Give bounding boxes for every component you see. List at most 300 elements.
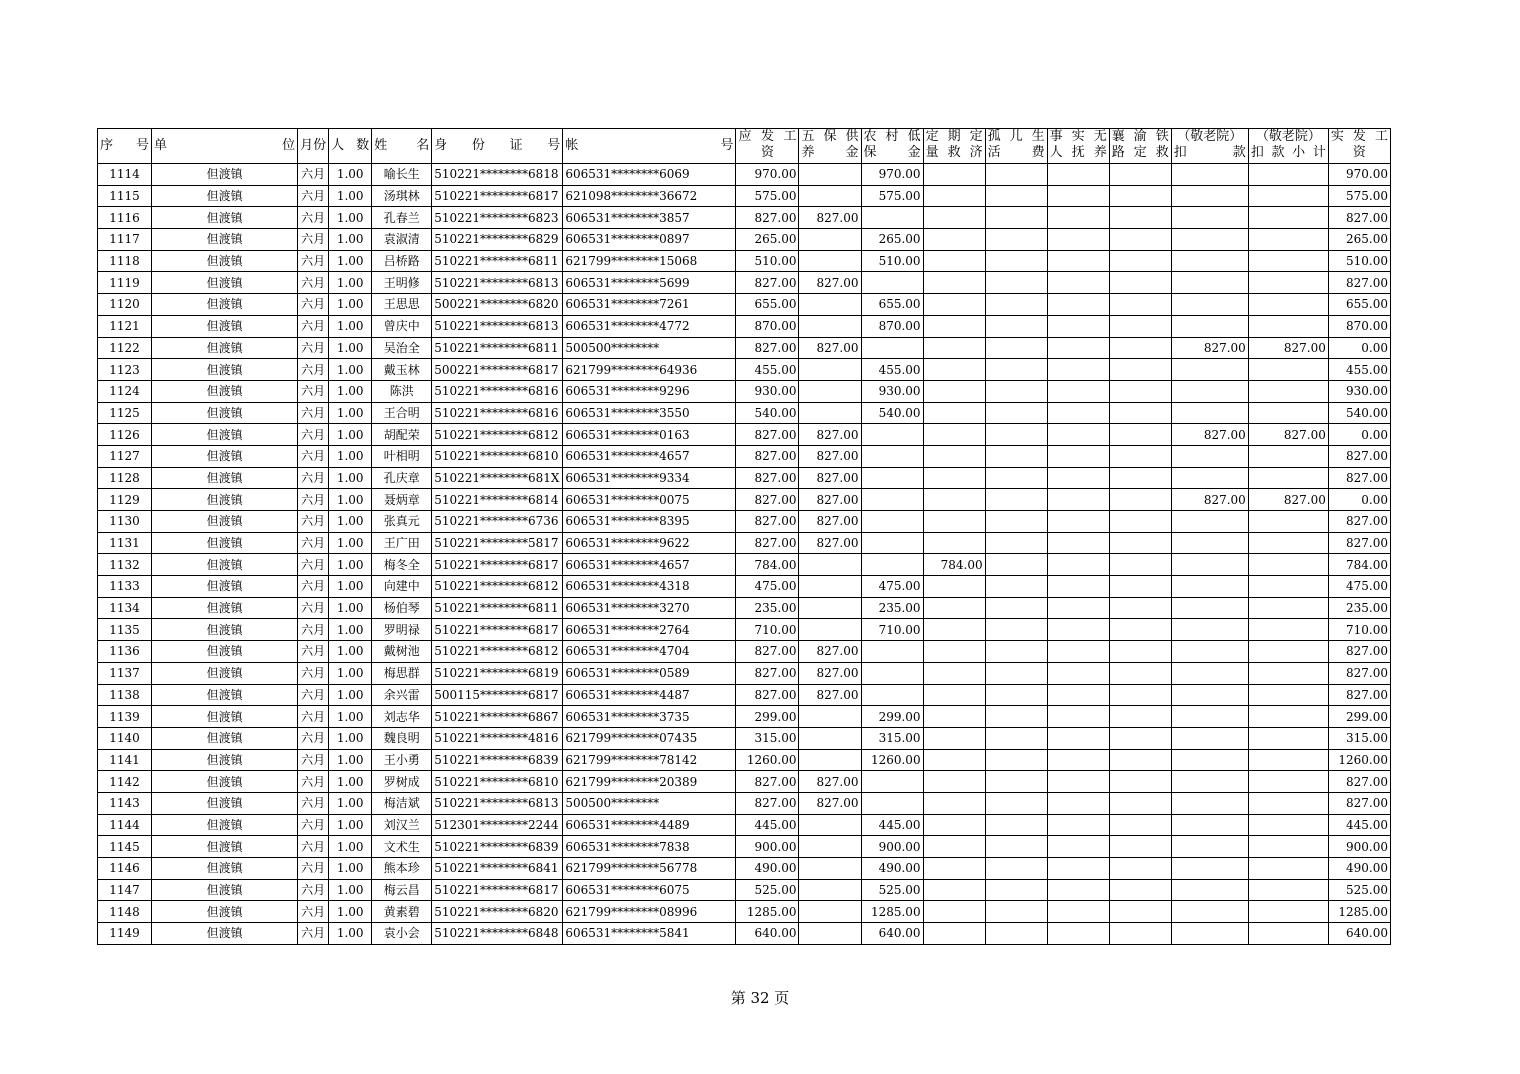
table-row	[98, 337, 1391, 359]
cell-xiangyu	[1109, 554, 1171, 576]
cell-count: 1.00	[329, 749, 372, 771]
cell-xiangyu	[1109, 402, 1171, 424]
cell-dibao	[861, 554, 923, 576]
cell-payable: 455.00	[736, 359, 799, 381]
cell-seq: 1117	[98, 229, 152, 251]
cell-unit: 但渡镇	[152, 619, 298, 641]
cell-dibao	[861, 511, 923, 533]
cell-seq: 1119	[98, 272, 152, 294]
cell-id: 510221********6813	[432, 792, 563, 814]
cell-jly-subtotal	[1248, 185, 1328, 207]
header-actual: 实发工 资	[1328, 129, 1390, 164]
cell-month: 六月	[298, 858, 329, 880]
table-row	[98, 185, 1391, 207]
cell-guer	[985, 597, 1047, 619]
cell-wubao	[799, 164, 861, 186]
cell-id: 510221********4816	[432, 727, 563, 749]
cell-jly-subtotal	[1248, 706, 1328, 728]
cell-jly-deduct	[1171, 619, 1248, 641]
cell-jly-subtotal	[1248, 164, 1328, 186]
cell-dibao: 575.00	[861, 185, 923, 207]
cell-shishi	[1047, 749, 1109, 771]
cell-seq: 1128	[98, 467, 152, 489]
cell-jly-subtotal	[1248, 380, 1328, 402]
cell-id: 510221********6816	[432, 402, 563, 424]
cell-id: 510221********6817	[432, 554, 563, 576]
cell-account: 606531********4657	[563, 554, 736, 576]
cell-xiangyu	[1109, 511, 1171, 533]
cell-seq: 1129	[98, 489, 152, 511]
cell-month: 六月	[298, 185, 329, 207]
cell-account: 606531********5699	[563, 272, 736, 294]
cell-count: 1.00	[329, 727, 372, 749]
cell-count: 1.00	[329, 380, 372, 402]
cell-month: 六月	[298, 380, 329, 402]
cell-count: 1.00	[329, 901, 372, 923]
cell-xiangyu	[1109, 164, 1171, 186]
cell-seq: 1120	[98, 294, 152, 316]
header-guer: 孤儿生 活费	[985, 129, 1047, 164]
cell-dingliang	[923, 662, 985, 684]
table-row	[98, 445, 1391, 467]
cell-seq: 1121	[98, 315, 152, 337]
cell-jly-subtotal	[1248, 641, 1328, 663]
cell-month: 六月	[298, 706, 329, 728]
cell-dingliang	[923, 901, 985, 923]
cell-xiangyu	[1109, 901, 1171, 923]
cell-unit: 但渡镇	[152, 250, 298, 272]
cell-shishi	[1047, 467, 1109, 489]
cell-jly-subtotal	[1248, 879, 1328, 901]
cell-shishi	[1047, 185, 1109, 207]
cell-payable: 827.00	[736, 511, 799, 533]
cell-month: 六月	[298, 164, 329, 186]
cell-dingliang	[923, 294, 985, 316]
cell-unit: 但渡镇	[152, 771, 298, 793]
cell-account: 606531********4489	[563, 814, 736, 836]
cell-jly-subtotal	[1248, 294, 1328, 316]
cell-name: 聂炳章	[372, 489, 432, 511]
cell-payable: 315.00	[736, 727, 799, 749]
cell-dibao	[861, 532, 923, 554]
table-row	[98, 489, 1391, 511]
cell-payable: 930.00	[736, 380, 799, 402]
cell-actual: 0.00	[1328, 424, 1390, 446]
cell-name: 王明修	[372, 272, 432, 294]
cell-guer	[985, 272, 1047, 294]
cell-dibao	[861, 684, 923, 706]
cell-jly-deduct: 827.00	[1171, 424, 1248, 446]
cell-actual: 640.00	[1328, 923, 1390, 945]
cell-actual: 475.00	[1328, 576, 1390, 598]
cell-xiangyu	[1109, 836, 1171, 858]
cell-month: 六月	[298, 554, 329, 576]
cell-account: 606531********3270	[563, 597, 736, 619]
cell-payable: 827.00	[736, 445, 799, 467]
cell-unit: 但渡镇	[152, 511, 298, 533]
cell-xiangyu	[1109, 814, 1171, 836]
table-row	[98, 229, 1391, 251]
cell-guer	[985, 901, 1047, 923]
cell-dingliang	[923, 814, 985, 836]
cell-name: 文术生	[372, 836, 432, 858]
cell-dibao	[861, 207, 923, 229]
cell-unit: 但渡镇	[152, 597, 298, 619]
cell-unit: 但渡镇	[152, 814, 298, 836]
cell-seq: 1142	[98, 771, 152, 793]
cell-wubao	[799, 402, 861, 424]
cell-seq: 1122	[98, 337, 152, 359]
cell-jly-subtotal	[1248, 597, 1328, 619]
cell-actual: 655.00	[1328, 294, 1390, 316]
cell-unit: 但渡镇	[152, 749, 298, 771]
cell-actual: 970.00	[1328, 164, 1390, 186]
cell-unit: 但渡镇	[152, 662, 298, 684]
cell-dingliang	[923, 359, 985, 381]
cell-shishi	[1047, 445, 1109, 467]
cell-name: 王小勇	[372, 749, 432, 771]
cell-id: 510221********6867	[432, 706, 563, 728]
cell-jly-subtotal	[1248, 792, 1328, 814]
table-row	[98, 250, 1391, 272]
cell-dibao: 235.00	[861, 597, 923, 619]
table-row	[98, 771, 1391, 793]
cell-unit: 但渡镇	[152, 424, 298, 446]
table-row	[98, 532, 1391, 554]
cell-month: 六月	[298, 619, 329, 641]
cell-xiangyu	[1109, 207, 1171, 229]
cell-guer	[985, 749, 1047, 771]
cell-wubao: 827.00	[799, 792, 861, 814]
cell-wubao: 827.00	[799, 467, 861, 489]
cell-jly-deduct	[1171, 164, 1248, 186]
cell-month: 六月	[298, 445, 329, 467]
cell-unit: 但渡镇	[152, 727, 298, 749]
cell-payable: 540.00	[736, 402, 799, 424]
cell-jly-deduct	[1171, 511, 1248, 533]
cell-xiangyu	[1109, 532, 1171, 554]
cell-dibao: 870.00	[861, 315, 923, 337]
cell-id: 510221********6811	[432, 250, 563, 272]
cell-account: 621799********15068	[563, 250, 736, 272]
cell-account: 606531********6075	[563, 879, 736, 901]
cell-dingliang	[923, 467, 985, 489]
cell-id: 510221********6816	[432, 380, 563, 402]
cell-id: 510221********5817	[432, 532, 563, 554]
cell-payable: 510.00	[736, 250, 799, 272]
cell-seq: 1143	[98, 792, 152, 814]
cell-xiangyu	[1109, 185, 1171, 207]
cell-wubao	[799, 836, 861, 858]
cell-wubao: 827.00	[799, 684, 861, 706]
cell-payable: 870.00	[736, 315, 799, 337]
cell-jly-subtotal	[1248, 576, 1328, 598]
cell-wubao	[799, 294, 861, 316]
page-footer: 第 32 页	[730, 989, 790, 1007]
cell-dibao: 265.00	[861, 229, 923, 251]
cell-jly-subtotal	[1248, 901, 1328, 923]
cell-jly-deduct	[1171, 814, 1248, 836]
cell-count: 1.00	[329, 771, 372, 793]
cell-jly-subtotal	[1248, 250, 1328, 272]
header-xiangyu: 襄渝铁 路定救	[1109, 129, 1171, 164]
cell-name: 戴玉林	[372, 359, 432, 381]
cell-payable: 265.00	[736, 229, 799, 251]
cell-dingliang	[923, 445, 985, 467]
cell-id: 510221********6839	[432, 836, 563, 858]
cell-id: 510221********6817	[432, 185, 563, 207]
cell-xiangyu	[1109, 662, 1171, 684]
cell-seq: 1123	[98, 359, 152, 381]
cell-count: 1.00	[329, 315, 372, 337]
cell-month: 六月	[298, 684, 329, 706]
cell-wubao	[799, 597, 861, 619]
cell-count: 1.00	[329, 185, 372, 207]
cell-guer	[985, 164, 1047, 186]
cell-wubao	[799, 576, 861, 598]
cell-count: 1.00	[329, 814, 372, 836]
cell-month: 六月	[298, 792, 329, 814]
cell-month: 六月	[298, 315, 329, 337]
cell-jly-subtotal	[1248, 511, 1328, 533]
cell-id: 510221********6841	[432, 858, 563, 880]
table-row	[98, 315, 1391, 337]
cell-dibao	[861, 662, 923, 684]
cell-seq: 1115	[98, 185, 152, 207]
cell-shishi	[1047, 814, 1109, 836]
cell-wubao: 827.00	[799, 445, 861, 467]
cell-unit: 但渡镇	[152, 858, 298, 880]
cell-month: 六月	[298, 814, 329, 836]
cell-shishi	[1047, 901, 1109, 923]
cell-payable: 525.00	[736, 879, 799, 901]
cell-account: 606531********3550	[563, 402, 736, 424]
cell-actual: 827.00	[1328, 684, 1390, 706]
cell-name: 袁小会	[372, 923, 432, 945]
cell-xiangyu	[1109, 858, 1171, 880]
cell-unit: 但渡镇	[152, 294, 298, 316]
cell-unit: 但渡镇	[152, 641, 298, 663]
cell-unit: 但渡镇	[152, 489, 298, 511]
cell-id: 510221********6829	[432, 229, 563, 251]
cell-name: 吴治全	[372, 337, 432, 359]
cell-xiangyu	[1109, 597, 1171, 619]
cell-unit: 但渡镇	[152, 576, 298, 598]
cell-count: 1.00	[329, 424, 372, 446]
cell-jly-subtotal	[1248, 619, 1328, 641]
cell-month: 六月	[298, 489, 329, 511]
cell-unit: 但渡镇	[152, 359, 298, 381]
cell-jly-subtotal	[1248, 402, 1328, 424]
cell-jly-deduct: 827.00	[1171, 489, 1248, 511]
cell-payable: 827.00	[736, 792, 799, 814]
cell-name: 刘汉兰	[372, 814, 432, 836]
cell-month: 六月	[298, 879, 329, 901]
cell-xiangyu	[1109, 879, 1171, 901]
cell-shishi	[1047, 294, 1109, 316]
cell-seq: 1131	[98, 532, 152, 554]
table-row	[98, 576, 1391, 598]
cell-guer	[985, 315, 1047, 337]
cell-payable: 1260.00	[736, 749, 799, 771]
cell-payable: 827.00	[736, 771, 799, 793]
cell-xiangyu	[1109, 445, 1171, 467]
cell-shishi	[1047, 576, 1109, 598]
cell-seq: 1124	[98, 380, 152, 402]
cell-dingliang	[923, 727, 985, 749]
cell-jly-deduct	[1171, 749, 1248, 771]
cell-xiangyu	[1109, 272, 1171, 294]
cell-seq: 1140	[98, 727, 152, 749]
cell-jly-deduct	[1171, 380, 1248, 402]
cell-dibao	[861, 337, 923, 359]
cell-jly-deduct	[1171, 315, 1248, 337]
cell-id: 510221********6839	[432, 749, 563, 771]
cell-shishi	[1047, 597, 1109, 619]
cell-account: 606531********2764	[563, 619, 736, 641]
cell-count: 1.00	[329, 923, 372, 945]
cell-dingliang	[923, 164, 985, 186]
cell-count: 1.00	[329, 836, 372, 858]
cell-id: 500221********6817	[432, 359, 563, 381]
cell-count: 1.00	[329, 792, 372, 814]
cell-jly-deduct	[1171, 901, 1248, 923]
cell-guer	[985, 402, 1047, 424]
cell-jly-deduct	[1171, 879, 1248, 901]
cell-dibao: 525.00	[861, 879, 923, 901]
cell-month: 六月	[298, 662, 329, 684]
cell-actual: 235.00	[1328, 597, 1390, 619]
cell-jly-subtotal	[1248, 814, 1328, 836]
cell-actual: 510.00	[1328, 250, 1390, 272]
cell-jly-subtotal	[1248, 727, 1328, 749]
cell-jly-subtotal	[1248, 445, 1328, 467]
cell-actual: 445.00	[1328, 814, 1390, 836]
cell-wubao: 827.00	[799, 337, 861, 359]
cell-seq: 1149	[98, 923, 152, 945]
cell-name: 魏良明	[372, 727, 432, 749]
cell-month: 六月	[298, 294, 329, 316]
table-row	[98, 164, 1391, 186]
cell-wubao: 827.00	[799, 424, 861, 446]
cell-dibao: 299.00	[861, 706, 923, 728]
cell-payable: 640.00	[736, 923, 799, 945]
cell-name: 叶相明	[372, 445, 432, 467]
cell-account: 621799********64936	[563, 359, 736, 381]
cell-month: 六月	[298, 250, 329, 272]
cell-shishi	[1047, 792, 1109, 814]
cell-month: 六月	[298, 923, 329, 945]
table-row	[98, 511, 1391, 533]
cell-guer	[985, 359, 1047, 381]
cell-shishi	[1047, 619, 1109, 641]
cell-payable: 827.00	[736, 337, 799, 359]
cell-count: 1.00	[329, 641, 372, 663]
cell-dingliang	[923, 684, 985, 706]
cell-account: 606531********9622	[563, 532, 736, 554]
cell-count: 1.00	[329, 402, 372, 424]
cell-month: 六月	[298, 229, 329, 251]
cell-jly-deduct	[1171, 771, 1248, 793]
cell-month: 六月	[298, 402, 329, 424]
cell-actual: 827.00	[1328, 445, 1390, 467]
cell-id: 510221********6817	[432, 619, 563, 641]
cell-count: 1.00	[329, 858, 372, 880]
cell-actual: 827.00	[1328, 792, 1390, 814]
cell-count: 1.00	[329, 706, 372, 728]
cell-jly-deduct	[1171, 294, 1248, 316]
cell-seq: 1137	[98, 662, 152, 684]
cell-jly-deduct	[1171, 858, 1248, 880]
cell-jly-subtotal	[1248, 315, 1328, 337]
cell-xiangyu	[1109, 467, 1171, 489]
cell-count: 1.00	[329, 164, 372, 186]
cell-actual: 827.00	[1328, 662, 1390, 684]
cell-unit: 但渡镇	[152, 337, 298, 359]
cell-month: 六月	[298, 359, 329, 381]
cell-payable: 235.00	[736, 597, 799, 619]
cell-wubao: 827.00	[799, 771, 861, 793]
cell-payable: 475.00	[736, 576, 799, 598]
cell-guer	[985, 836, 1047, 858]
cell-jly-subtotal	[1248, 229, 1328, 251]
cell-payable: 827.00	[736, 662, 799, 684]
cell-shishi	[1047, 727, 1109, 749]
cell-account: 606531********4772	[563, 315, 736, 337]
cell-name: 孔庆章	[372, 467, 432, 489]
cell-actual: 1285.00	[1328, 901, 1390, 923]
header-row	[98, 129, 1391, 164]
cell-shishi	[1047, 489, 1109, 511]
cell-account: 606531********7261	[563, 294, 736, 316]
cell-jly-subtotal: 827.00	[1248, 489, 1328, 511]
cell-guer	[985, 923, 1047, 945]
cell-actual: 0.00	[1328, 489, 1390, 511]
cell-seq: 1114	[98, 164, 152, 186]
cell-wubao: 827.00	[799, 662, 861, 684]
cell-wubao	[799, 185, 861, 207]
table-row	[98, 294, 1391, 316]
cell-jly-deduct	[1171, 532, 1248, 554]
cell-payable: 827.00	[736, 424, 799, 446]
cell-shishi	[1047, 511, 1109, 533]
table-row	[98, 814, 1391, 836]
cell-guer	[985, 489, 1047, 511]
cell-count: 1.00	[329, 272, 372, 294]
cell-actual: 827.00	[1328, 272, 1390, 294]
cell-shishi	[1047, 662, 1109, 684]
cell-guer	[985, 792, 1047, 814]
cell-unit: 但渡镇	[152, 879, 298, 901]
cell-wubao	[799, 554, 861, 576]
cell-wubao: 827.00	[799, 489, 861, 511]
cell-unit: 但渡镇	[152, 836, 298, 858]
cell-actual: 575.00	[1328, 185, 1390, 207]
cell-month: 六月	[298, 836, 329, 858]
cell-jly-deduct	[1171, 185, 1248, 207]
table-row	[98, 424, 1391, 446]
cell-count: 1.00	[329, 532, 372, 554]
cell-shishi	[1047, 315, 1109, 337]
cell-id: 510221********681X	[432, 467, 563, 489]
cell-dibao	[861, 272, 923, 294]
cell-xiangyu	[1109, 250, 1171, 272]
cell-unit: 但渡镇	[152, 207, 298, 229]
header-shishi: 事实无 人抚养	[1047, 129, 1109, 164]
cell-guer	[985, 511, 1047, 533]
cell-guer	[985, 684, 1047, 706]
cell-unit: 但渡镇	[152, 554, 298, 576]
